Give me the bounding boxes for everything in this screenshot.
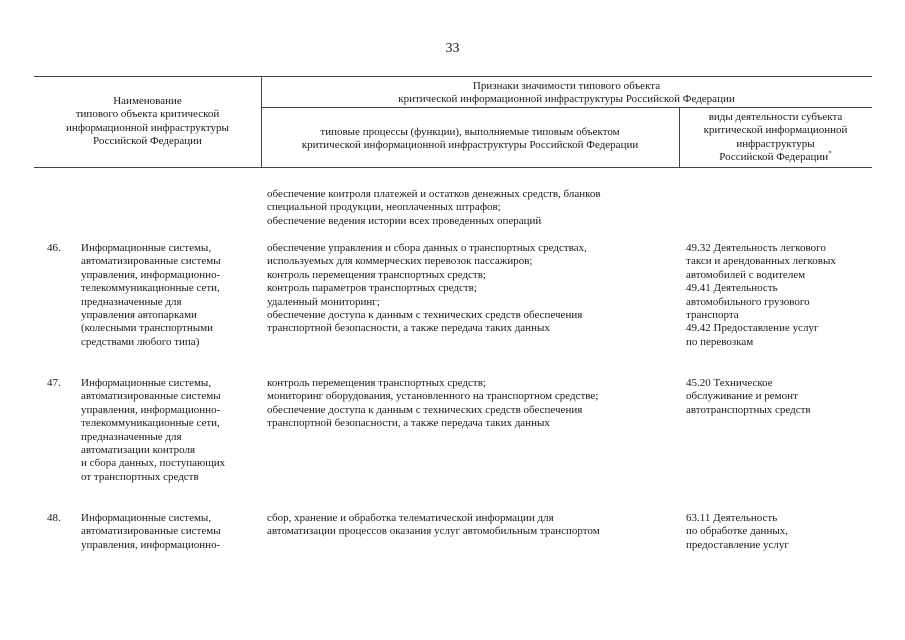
header-object-name: Наименование типового объекта критической информационной инфраструктуры Российской Федерации — [66, 95, 229, 148]
header-processes: типовые процессы (функции), выполняемые типовым объектом критической информационной инфраструктуры Российской Федерации — [301, 126, 639, 152]
row-object-name: Информационные системы, автоматизированные системы управления, информационно- телекоммуникационные сети, предназначенные для автоматизации контроля и сбора данных, поступающих от транспортных средств — [81, 377, 226, 483]
row-number: 48. — [47, 512, 61, 524]
row-processes: обеспечение управления и сбора данных о транспортных средствах, используемых для коммерческих перевозок пассажиров; контроль перемещения транспортных средств; контроль параметров транспортных средств; удаленный мониторинг; обеспечение доступа к данным с технических средств обеспечения транспортной безопасности, а также передача таких данных — [267, 242, 587, 335]
row-number: 47. — [47, 377, 61, 389]
row-processes: сбор, хранение и обработка телематической информации для автоматизации процессов оказания услуг автомобильным транспортом — [267, 512, 600, 538]
header-activities-footnote-mark: * — [828, 149, 832, 158]
row-number: 46. — [47, 242, 61, 254]
row-activities: 63.11 Деятельность по обработке данных, предоставление услуг — [686, 512, 789, 551]
table-top-rule — [34, 76, 872, 77]
row-processes: контроль перемещения транспортных средств; мониторинг оборудования, установленного на транспортном средстве; обеспечение доступа к данным с технических средств обеспечения транспортной безопасности, а также передача таких данных — [267, 377, 599, 430]
page-number: 33 — [445, 41, 460, 56]
header-bottom-rule — [34, 167, 872, 168]
row-object-name: Информационные системы, автоматизированные системы управления, информационно- — [81, 512, 221, 551]
row-activities: 45.20 Техническое обслуживание и ремонт автотранспортных средств — [686, 377, 811, 416]
continuation-processes: обеспечение контроля платежей и остатков денежных средств, бланков специальной продукции, неоплаченных штрафов; обеспечение ведения истории всех проведенных операций — [267, 188, 601, 227]
header-group-rule — [261, 107, 872, 108]
row-activities: 49.32 Деятельность легкового такси и арендованных легковых автомобилей с водителем 49.41 Деятельность автомобильного грузового транспорта 49.42 Предоставление услуг по перевозкам — [686, 242, 836, 348]
header-activities — [679, 111, 872, 165]
header-activities-text: виды деятельности субъекта критической информационной инфраструктуры Российской Федерации — [703, 111, 848, 164]
row-object-name: Информационные системы, автоматизированные системы управления, информационно- телекоммуникационные сети, предназначенные для управления автопарками (колесными транспортными средствами любого типа) — [81, 242, 221, 348]
header-significance-group: Признаки значимости типового объекта критической информационной инфраструктуры Российской Федерации — [398, 80, 735, 106]
